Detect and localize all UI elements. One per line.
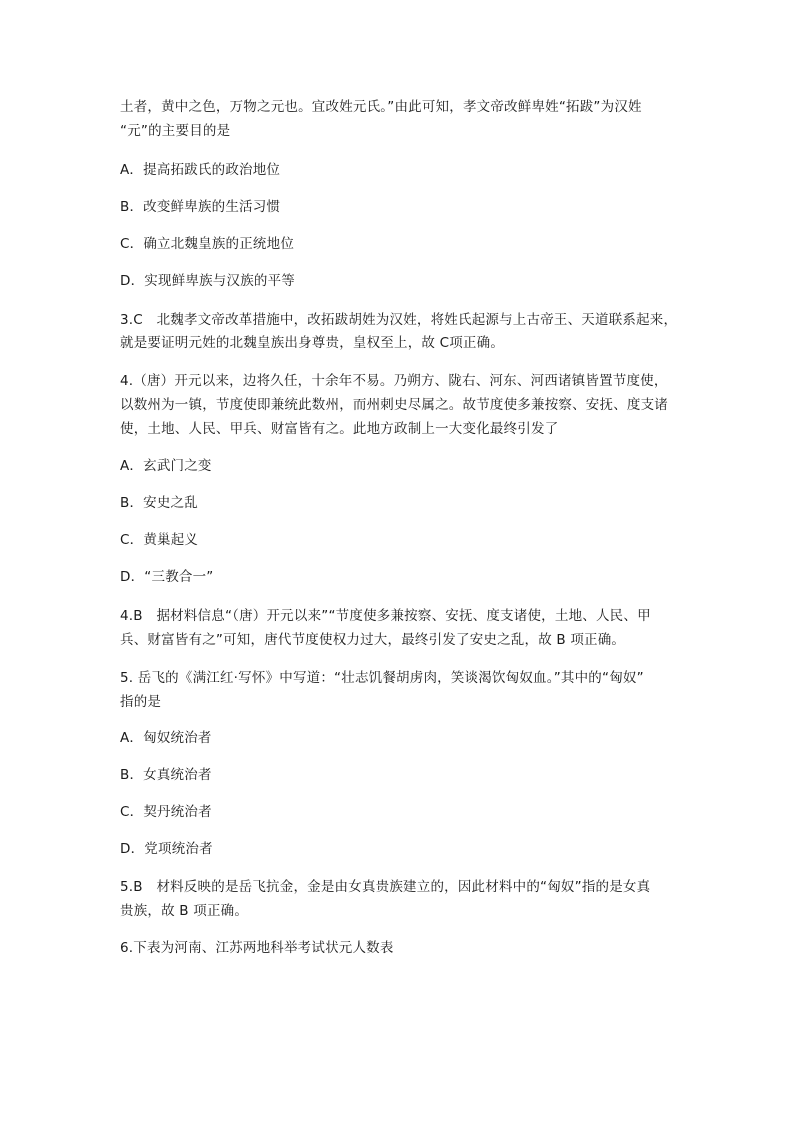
q2-stem-line-1: 土者，黄中之色，万物之元也。宜改姓元氏。”由此可知，孝文帝改鲜卑姓“拓跋”为汉姓	[120, 99, 642, 115]
answer-4-line-1: 4.B 据材料信息“（唐）开元以来”“节度使多兼按察、安抚、度支诸使，土地、人民、甲	[120, 608, 651, 624]
q2-option-a: A．提高拓跋氏的政治地位	[120, 162, 281, 178]
q5-option-d: D．党项统治者	[120, 841, 213, 857]
answer-3-line-2: 就是要证明元姓的北魏皇族出身尊贵，皇权至上，故 C项正确。	[120, 335, 505, 351]
q4-stem-line-1: 4.（唐）开元以来，边将久任，十余年不易。乃朔方、陇右、河东、河西诸镇皆置节度使，	[120, 373, 668, 389]
answer-4-line-2: 兵、财富皆有之”可知，唐代节度使权力过大，最终引发了安史之乱，故 B 项正确。	[120, 632, 626, 648]
q2-option-c: C．确立北魏皇族的正统地位	[120, 236, 295, 252]
q4-stem-line-2: 以数州为一镇，节度使即兼统此数州，而州刺史尽属之。故节度使多兼按察、安抚、度支诸	[120, 397, 668, 413]
q4-option-d: D．“三教合一”	[120, 569, 214, 585]
q2-stem-line-2: “元”的主要目的是	[120, 123, 231, 139]
q5-stem-line-1: 5. 岳飞的《满江红·写怀》中写道：“壮志饥餐胡虏肉，笑谈渴饮匈奴血。”其中的“匈奴”	[120, 670, 644, 686]
q4-option-c: C．黄巢起义	[120, 532, 199, 548]
q4-option-b: B．安史之乱	[120, 495, 198, 511]
q2-option-d: D．实现鲜卑族与汉族的平等	[120, 273, 295, 289]
answer-5-line-2: 贵族，故 B 项正确。	[120, 903, 249, 919]
answer-5-line-1: 5.B 材料反映的是岳飞抗金，金是由女真贵族建立的，因此材料中的“匈奴”指的是女真	[120, 879, 651, 895]
q5-option-a: A．匈奴统治者	[120, 730, 212, 746]
q6-stem-line-1: 6.下表为河南、江苏两地科举考试状元人数表	[120, 940, 394, 956]
q5-stem-line-2: 指的是	[120, 694, 162, 710]
q4-option-a: A．玄武门之变	[120, 458, 212, 474]
q4-stem-line-3: 使，土地、人民、甲兵、财富皆有之。此地方政制上一大变化最终引发了	[120, 421, 559, 437]
q2-option-b: B．改变鲜卑族的生活习惯	[120, 199, 281, 215]
q5-option-c: C．契丹统治者	[120, 804, 212, 820]
q5-option-b: B．女真统治者	[120, 767, 212, 783]
answer-3-line-1: 3.C 北魏孝文帝改革措施中，改拓跋胡姓为汉姓，将姓氏起源与上古帝王、天道联系起来，	[120, 312, 678, 328]
